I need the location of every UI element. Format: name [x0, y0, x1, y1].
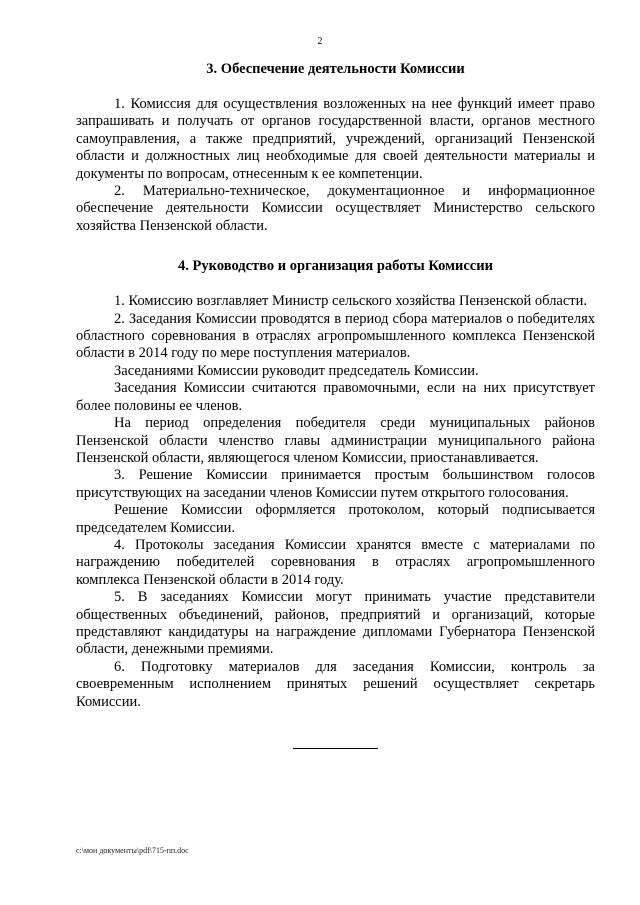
- section-4-paragraph-5: На период определения победителя среди муниципальных районов Пензенской области членство главы администрации муниципального района Пензенской области, являющегося членом Комиссии, приостанавливается.: [76, 415, 595, 466]
- section-4-paragraph-2: 2. Заседания Комиссии проводятся в период сбора материалов о победителях областного соревнования в отраслях агропромышленного комплекса Пензенской области в 2014 году по мере поступления материалов.: [76, 310, 595, 362]
- page-number: 2: [317, 36, 323, 47]
- section-4-paragraph-10: 6. Подготовку материалов для заседания Комиссии, контроль за своевременным исполнением принятых решений осуществляет секретарь Комиссии.: [76, 658, 595, 710]
- section-4-heading: 4. Руководство и организация работы Комиссии: [178, 258, 493, 275]
- section-3-paragraph-1: 1. Комиссия для осуществления возложенных на нее функций имеет право запрашивать и получать от органов государственной власти, органов местного самоуправления, а также предприятий, учреждений, организаций Пензенской области и должностных лиц необходимые для своей деятельности материалы и документы по вопросам, отнесенным к ее компетенции.: [76, 96, 595, 182]
- section-4-paragraph-4: Заседания Комиссии считаются правомочными, если на них присутствует более половины ее членов.: [76, 380, 595, 414]
- section-3-heading: 3. Обеспечение деятельности Комиссии: [206, 61, 465, 77]
- section-4-paragraph-6: 3. Решение Комиссии принимается простым большинством голосов присутствующих на заседании членов Комиссии путем открытого голосования.: [76, 467, 595, 501]
- section-4-paragraph-9: 5. В заседаниях Комиссии могут принимать участие представители общественных объединений, районов, предприятий и организаций, которые представляют кандидатуры на награждение дипломами Губернатора Пензенской области, денежными премиями.: [76, 589, 595, 658]
- section-4-paragraph-8: 4. Протоколы заседания Комиссии хранятся вместе с материалами по награждению победителей соревнования в отраслях агропромышленного комплекса Пензенской области в 2014 году.: [76, 536, 595, 588]
- section-3-paragraph-2: 2. Материально-техническое, документационное и информационное обеспечение деятельности Комиссии осуществляет Министерство сельского хозяйства Пензенской области.: [76, 183, 595, 234]
- section-4-paragraph-3: Заседаниями Комиссии руководит председатель Комиссии.: [114, 362, 479, 379]
- section-4-paragraph-1: 1. Комиссию возглавляет Министр сельского хозяйства Пензенской области.: [114, 293, 588, 310]
- footer-file-path: c:\мои документы\pdf\715-пп.doc: [76, 846, 189, 855]
- document-body: [76, 60, 595, 711]
- section-4-paragraph-7: Решение Комиссии оформляется протоколом, который подписывается председателем Комиссии.: [76, 502, 595, 536]
- end-rule: [293, 748, 378, 749]
